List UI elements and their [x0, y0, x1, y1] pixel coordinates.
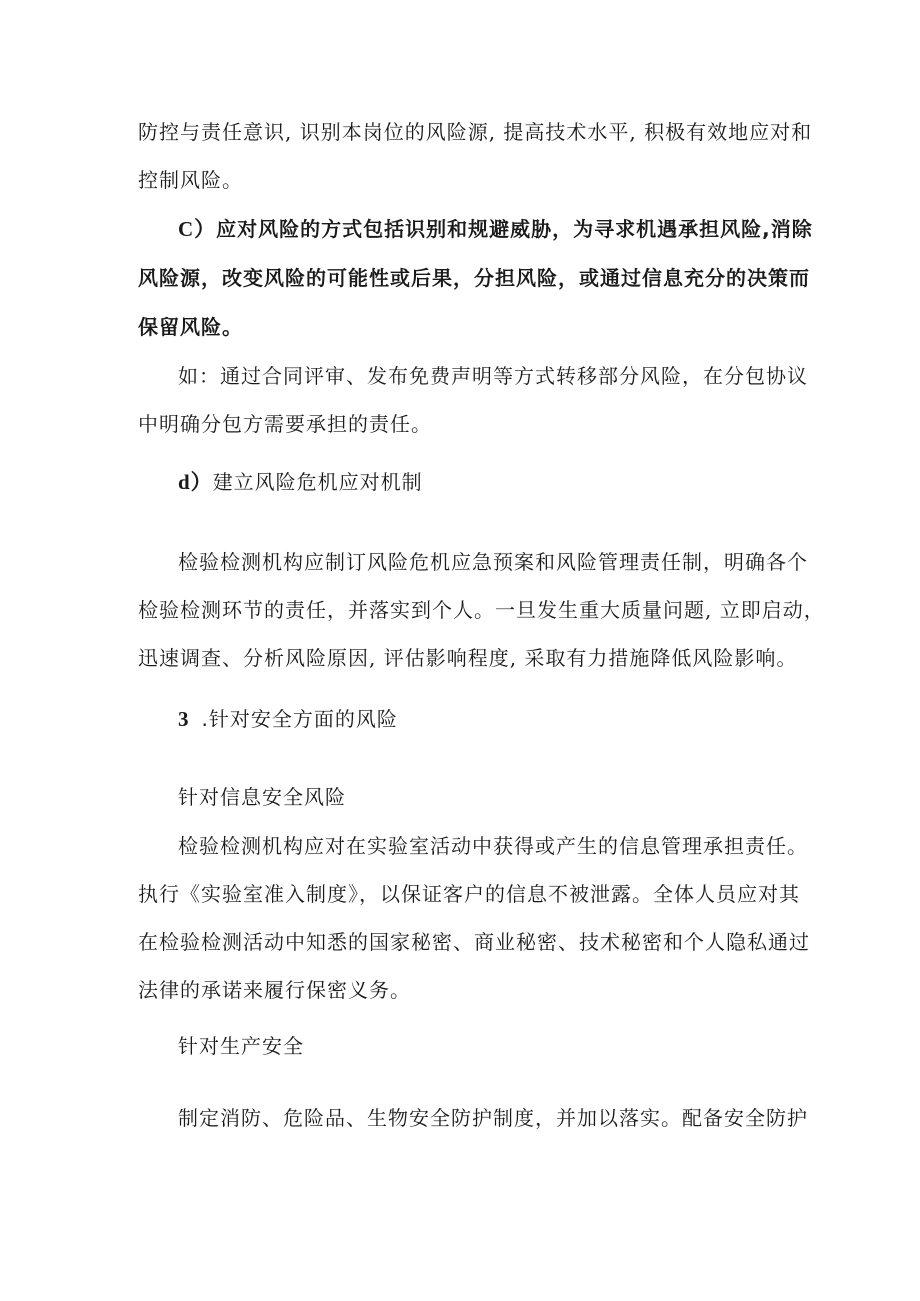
- item-c-line-2: 风险源，改变风险的可能性或后果，分担风险，或通过信息充分的决策而: [138, 266, 810, 290]
- item-c-line-3: 保留风险。: [138, 315, 243, 339]
- section-3-number: 3: [178, 707, 190, 731]
- info-security-line-4: 法律的承诺来履行保密义务。: [138, 978, 411, 1002]
- crisis-para-line-1: 检验检测机构应制订风险危机应急预案和风险管理责任制，明确各个: [178, 550, 808, 574]
- section-3-heading: [178, 705, 398, 733]
- item-c-heading: [178, 215, 813, 243]
- example-line-2: 中明确分包方需要承担的责任。: [138, 412, 432, 436]
- info-security-line-2: 执行《实验室准入制度》，以保证客户的信息不被泄露。全体人员应对其: [138, 882, 800, 906]
- item-d-marker: d）: [178, 470, 213, 494]
- paragraph-1-line-1: 防控与责任意识, 识别本岗位的风险源, 提高技术水平, 积极有效地应对和: [138, 120, 813, 144]
- item-c-line-1: 应对风险的方式包括识别和规避威胁，为寻求机遇承担风险,消除: [216, 217, 813, 241]
- production-safety-line-1: 制定消防、危险品、生物安全防护制度，并加以落实。配备安全防护: [178, 1106, 808, 1130]
- section-3-title: .针对安全方面的风险: [201, 707, 398, 731]
- item-d-title: 建立风险危机应对机制: [212, 470, 423, 494]
- info-security-heading: 针对信息安全风险: [178, 785, 346, 809]
- item-d-heading: [178, 468, 423, 496]
- item-c-marker: C）: [178, 217, 217, 241]
- paragraph-1-line-2: 控制风险。: [138, 168, 243, 192]
- production-safety-heading: 针对生产安全: [178, 1034, 304, 1058]
- info-security-line-3: 在检验检测活动中知悉的国家秘密、商业秘密、技术秘密和个人隐私通过: [138, 930, 810, 954]
- crisis-para-line-2: 检验检测环节的责任，并落实到个人。一旦发生重大质量问题, 立即启动，: [138, 598, 825, 622]
- info-security-line-1: 检验检测机构应对在实验室活动中获得或产生的信息管理承担责任。: [178, 834, 808, 858]
- example-line-1: 如：通过合同评审、发布免费声明等方式转移部分风险，在分包协议: [178, 364, 808, 388]
- crisis-para-line-3: 迅速调查、分析风险原因, 评估影响程度, 采取有力措施降低风险影响。: [138, 646, 798, 670]
